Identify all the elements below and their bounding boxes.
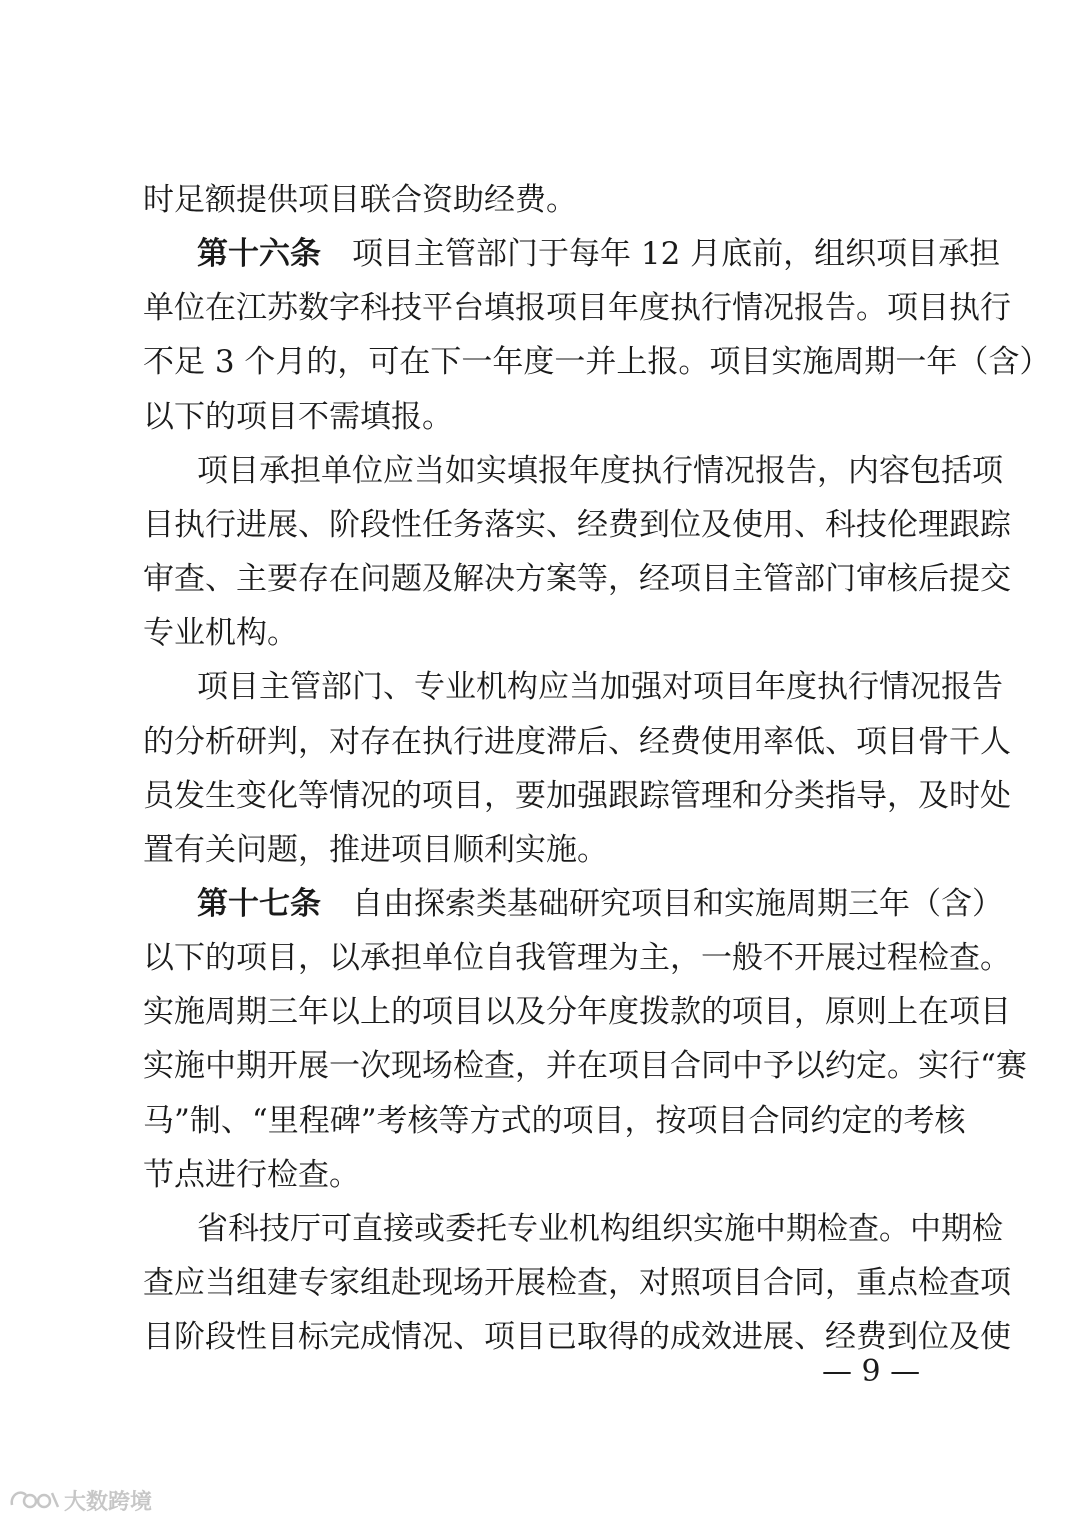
line-text: 时足额提供项目联合资助经费。	[143, 182, 577, 218]
text-line	[197, 1209, 1003, 1249]
text-line	[143, 1155, 943, 1195]
line-text: 项目承担单位应当如实填报年度执行情况报告，内容包括项	[197, 452, 1003, 489]
text-line	[143, 505, 1011, 545]
line-text: 审查、主要存在问题及解决方案等，经项目主管部门审核后提交	[143, 561, 1011, 598]
line-text: 查应当组建专家组赴现场开展检查，对照项目合同，重点检查项	[143, 1265, 1011, 1301]
line-text: 省科技厅可直接或委托专业机构组织实施中期检查。中期检	[197, 1210, 1003, 1247]
line-text: 目执行进展、阶段性任务落实、经费到位及使用、科技伦理跟踪	[143, 506, 1011, 543]
text-line	[143, 1046, 1027, 1086]
text-line	[143, 722, 1011, 762]
watermark	[8, 1484, 152, 1516]
text-line	[143, 776, 1011, 816]
text-line	[143, 938, 1011, 978]
text-line	[143, 559, 1011, 599]
line-text: 实施周期三年以上的项目以及分年度拨款的项目，原则上在项目	[143, 994, 1011, 1031]
text-line	[197, 884, 1003, 924]
text-line	[143, 1263, 1011, 1303]
line-text: 置有关问题，推进项目顺利实施。	[143, 831, 608, 868]
line-text: 单位在江苏数字科技平台填报项目年度执行情况报告。项目执行	[143, 290, 1011, 327]
article-heading: 第十七条	[197, 885, 321, 922]
text-line	[197, 451, 1003, 491]
line-text: 目阶段性目标完成情况、项目已取得的成效进展、经费到位及使	[143, 1319, 1011, 1356]
line-text: 的分析研判，对存在执行进度滞后、经费使用率低、项目骨干人	[143, 723, 1011, 760]
line-text: 马”制、“里程碑”考核等方式的项目，按项目合同约定的考核	[143, 1102, 966, 1139]
line-text: 自由探索类基础研究项目和实施周期三年（含）	[321, 885, 1003, 922]
line-text: 员发生变化等情况的项目，要加强跟踪管理和分类指导，及时处	[143, 777, 1011, 814]
line-text: 专业机构。	[143, 615, 298, 652]
brand-logo-icon	[8, 1487, 60, 1513]
article-heading: 第十六条	[197, 236, 321, 273]
line-text: 项目主管部门于每年 12 月底前，组织项目承担	[321, 236, 1001, 273]
text-line	[143, 180, 943, 220]
line-text: 以下的项目，以承担单位自我管理为主，一般不开展过程检查。	[143, 940, 1011, 977]
line-text: 以下的项目不需填报。	[143, 398, 453, 435]
text-line	[143, 613, 943, 653]
text-line	[197, 667, 1003, 707]
watermark-text: 大数跨境	[64, 1489, 153, 1515]
text-line	[143, 992, 1011, 1032]
text-line	[143, 830, 943, 870]
text-line	[143, 397, 943, 437]
text-line	[143, 288, 1011, 328]
text-line	[197, 234, 1001, 274]
line-text: 项目主管部门、专业机构应当加强对项目年度执行情况报告	[197, 669, 1003, 706]
text-line	[143, 342, 1051, 382]
line-text: 不足 3 个月的，可在下一年度一并上报。项目实施周期一年（含）	[143, 344, 1051, 381]
text-line	[143, 1101, 966, 1141]
line-text: 实施中期开展一次现场检查，并在项目合同中予以约定。实行“赛	[143, 1048, 1027, 1085]
page-number: — 9 —	[822, 1354, 921, 1389]
line-text: 节点进行检查。	[143, 1156, 360, 1193]
